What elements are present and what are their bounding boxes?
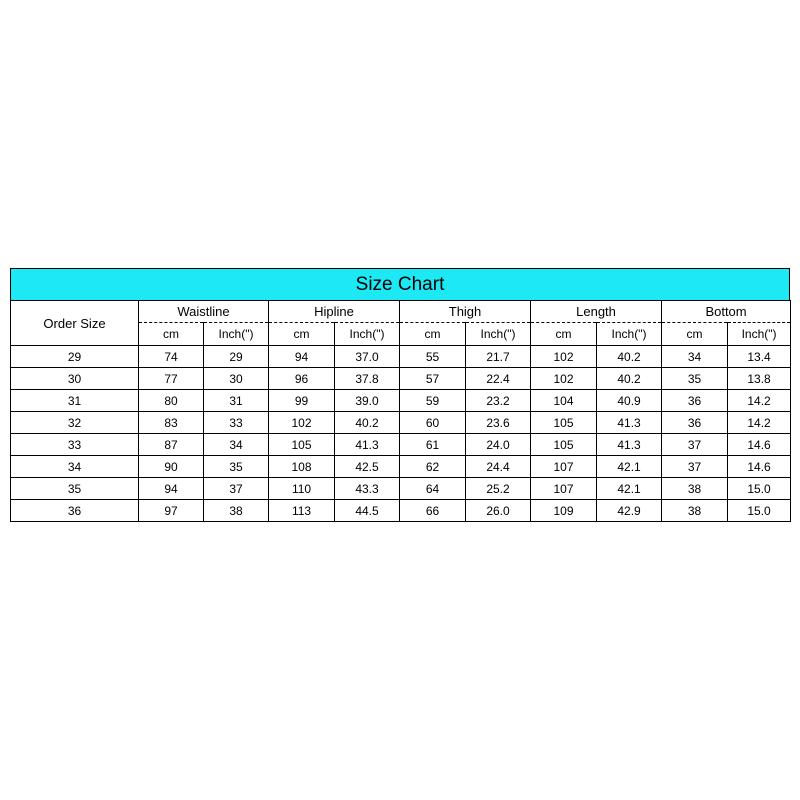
measurement-cell: 42.1 [597,456,662,478]
measurement-cell: 99 [269,390,335,412]
measurement-cell: 42.5 [335,456,400,478]
measurement-cell: 40.2 [597,346,662,368]
measurement-cell: 96 [269,368,335,390]
measurement-cell: 14.6 [728,434,791,456]
measurement-cell: 113 [269,500,335,522]
hipline-header: Hipline [269,301,400,323]
measurement-cell: 105 [269,434,335,456]
measurement-cell: 35 [662,368,728,390]
unit-cm-header: cm [400,323,466,346]
measurement-cell: 108 [269,456,335,478]
measurement-cell: 105 [531,434,597,456]
measurement-cell: 37 [204,478,269,500]
unit-cm-header: cm [139,323,204,346]
unit-inch-header: Inch(") [597,323,662,346]
measurement-cell: 90 [139,456,204,478]
chart-title: Size Chart [10,268,790,300]
unit-inch-header: Inch(") [204,323,269,346]
measurement-cell: 34 [662,346,728,368]
measurement-cell: 77 [139,368,204,390]
measurement-cell: 26.0 [466,500,531,522]
table-row [11,434,791,456]
measurement-cell: 87 [139,434,204,456]
measurement-cell: 33 [204,412,269,434]
measurement-cell: 41.3 [597,434,662,456]
measurement-cell: 31 [204,390,269,412]
measurement-cell: 13.4 [728,346,791,368]
measurement-cell: 13.8 [728,368,791,390]
unit-inch-header: Inch(") [466,323,531,346]
measurement-cell: 39.0 [335,390,400,412]
size-table [10,300,791,522]
order-size-cell: 33 [11,434,139,456]
unit-cm-header: cm [531,323,597,346]
order-size-cell: 32 [11,412,139,434]
measurement-cell: 42.9 [597,500,662,522]
measurement-cell: 64 [400,478,466,500]
measurement-cell: 38 [204,500,269,522]
measurement-cell: 24.4 [466,456,531,478]
order-size-cell: 35 [11,478,139,500]
measurement-cell: 37 [662,434,728,456]
measurement-cell: 15.0 [728,500,791,522]
unit-inch-header: Inch(") [335,323,400,346]
measurement-cell: 43.3 [335,478,400,500]
measurement-cell: 41.3 [335,434,400,456]
measurement-cell: 36 [662,390,728,412]
measurement-cell: 42.1 [597,478,662,500]
measurement-cell: 22.4 [466,368,531,390]
measurement-cell: 66 [400,500,466,522]
measurement-cell: 55 [400,346,466,368]
measurement-cell: 61 [400,434,466,456]
group-header-row [11,301,791,323]
measurement-cell: 110 [269,478,335,500]
table-body [11,346,791,522]
order-size-cell: 31 [11,390,139,412]
measurement-cell: 104 [531,390,597,412]
measurement-cell: 107 [531,478,597,500]
measurement-cell: 23.6 [466,412,531,434]
unit-cm-header: cm [662,323,728,346]
measurement-cell: 37.8 [335,368,400,390]
measurement-cell: 74 [139,346,204,368]
table-row [11,346,791,368]
measurement-cell: 80 [139,390,204,412]
measurement-cell: 44.5 [335,500,400,522]
measurement-cell: 30 [204,368,269,390]
measurement-cell: 35 [204,456,269,478]
measurement-cell: 24.0 [466,434,531,456]
measurement-cell: 38 [662,478,728,500]
measurement-cell: 105 [531,412,597,434]
measurement-cell: 57 [400,368,466,390]
measurement-cell: 40.9 [597,390,662,412]
measurement-cell: 23.2 [466,390,531,412]
measurement-cell: 15.0 [728,478,791,500]
measurement-cell: 36 [662,412,728,434]
measurement-cell: 40.2 [597,368,662,390]
measurement-cell: 25.2 [466,478,531,500]
measurement-cell: 94 [269,346,335,368]
table-row [11,478,791,500]
measurement-cell: 34 [204,434,269,456]
order-size-cell: 30 [11,368,139,390]
order-size-header: Order Size [11,301,139,346]
table-row [11,500,791,522]
measurement-cell: 83 [139,412,204,434]
measurement-cell: 59 [400,390,466,412]
waistline-header: Waistline [139,301,269,323]
measurement-cell: 29 [204,346,269,368]
measurement-cell: 109 [531,500,597,522]
table-row [11,456,791,478]
length-header: Length [531,301,662,323]
measurement-cell: 40.2 [335,412,400,434]
measurement-cell: 60 [400,412,466,434]
measurement-cell: 14.6 [728,456,791,478]
size-chart [10,268,790,522]
unit-inch-header: Inch(") [728,323,791,346]
measurement-cell: 21.7 [466,346,531,368]
measurement-cell: 41.3 [597,412,662,434]
measurement-cell: 102 [269,412,335,434]
measurement-cell: 38 [662,500,728,522]
measurement-cell: 14.2 [728,412,791,434]
measurement-cell: 37.0 [335,346,400,368]
order-size-cell: 34 [11,456,139,478]
measurement-cell: 94 [139,478,204,500]
bottom-header: Bottom [662,301,791,323]
order-size-cell: 29 [11,346,139,368]
thigh-header: Thigh [400,301,531,323]
measurement-cell: 14.2 [728,390,791,412]
table-row [11,390,791,412]
table-row [11,412,791,434]
measurement-cell: 97 [139,500,204,522]
measurement-cell: 62 [400,456,466,478]
measurement-cell: 107 [531,456,597,478]
unit-cm-header: cm [269,323,335,346]
order-size-cell: 36 [11,500,139,522]
measurement-cell: 102 [531,346,597,368]
measurement-cell: 102 [531,368,597,390]
measurement-cell: 37 [662,456,728,478]
table-row [11,368,791,390]
